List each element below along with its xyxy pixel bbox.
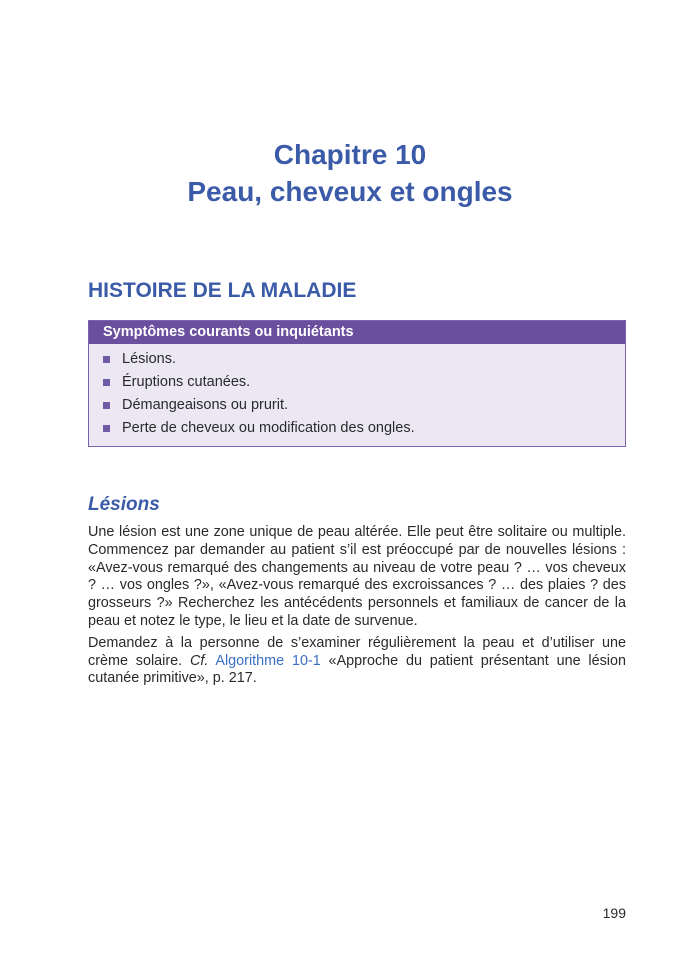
list-item: Lésions. (103, 348, 625, 371)
page-number: 199 (602, 905, 626, 921)
square-bullet-icon (103, 379, 110, 386)
paragraph: Demandez à la personne de s’examiner régulièrement la peau et d’utiliser une crème solaire. Cf. Algorithme 10-1 «Approche du patient présentant une lésion cutanée primitive», p. 217. (88, 634, 626, 687)
list-item: Éruptions cutanées. (103, 371, 625, 394)
subsection-heading: Lésions (88, 494, 160, 515)
list-item: Perte de cheveux ou modification des ongles. (103, 417, 625, 440)
chapter-title (0, 136, 700, 210)
symptoms-box (88, 320, 626, 447)
symptoms-box-title: Symptômes courants ou inquiétants (89, 321, 625, 344)
paragraph: Une lésion est une zone unique de peau altérée. Elle peut être solitaire ou multiple. Commencez par demander au patient s’il est préoccupé par de nouvelles lésions : «Avez-vous remarqué des changements au niveau de votre peau ? … vos cheveux ? … vos ongles ?», «Avez-vous remarqué des excroissances ? … des plaies ? des grosseurs ?» Recherchez les antécédents personnels et familiaux de cancer de la peau et notez le type, le lieu et la date de survenue. (88, 524, 626, 629)
chapter-number: Chapitre 10 (273, 139, 427, 170)
algorithm-link[interactable]: Algorithme 10-1 (215, 652, 321, 669)
body-text (88, 524, 626, 692)
square-bullet-icon (103, 356, 110, 363)
section-heading: HISTOIRE DE LA MALADIE (88, 279, 357, 302)
list-item: Démangeaisons ou prurit. (103, 394, 625, 417)
square-bullet-icon (103, 402, 110, 409)
square-bullet-icon (103, 425, 110, 432)
symptoms-list (89, 348, 625, 440)
chapter-name: Peau, cheveux et ongles (187, 176, 513, 207)
